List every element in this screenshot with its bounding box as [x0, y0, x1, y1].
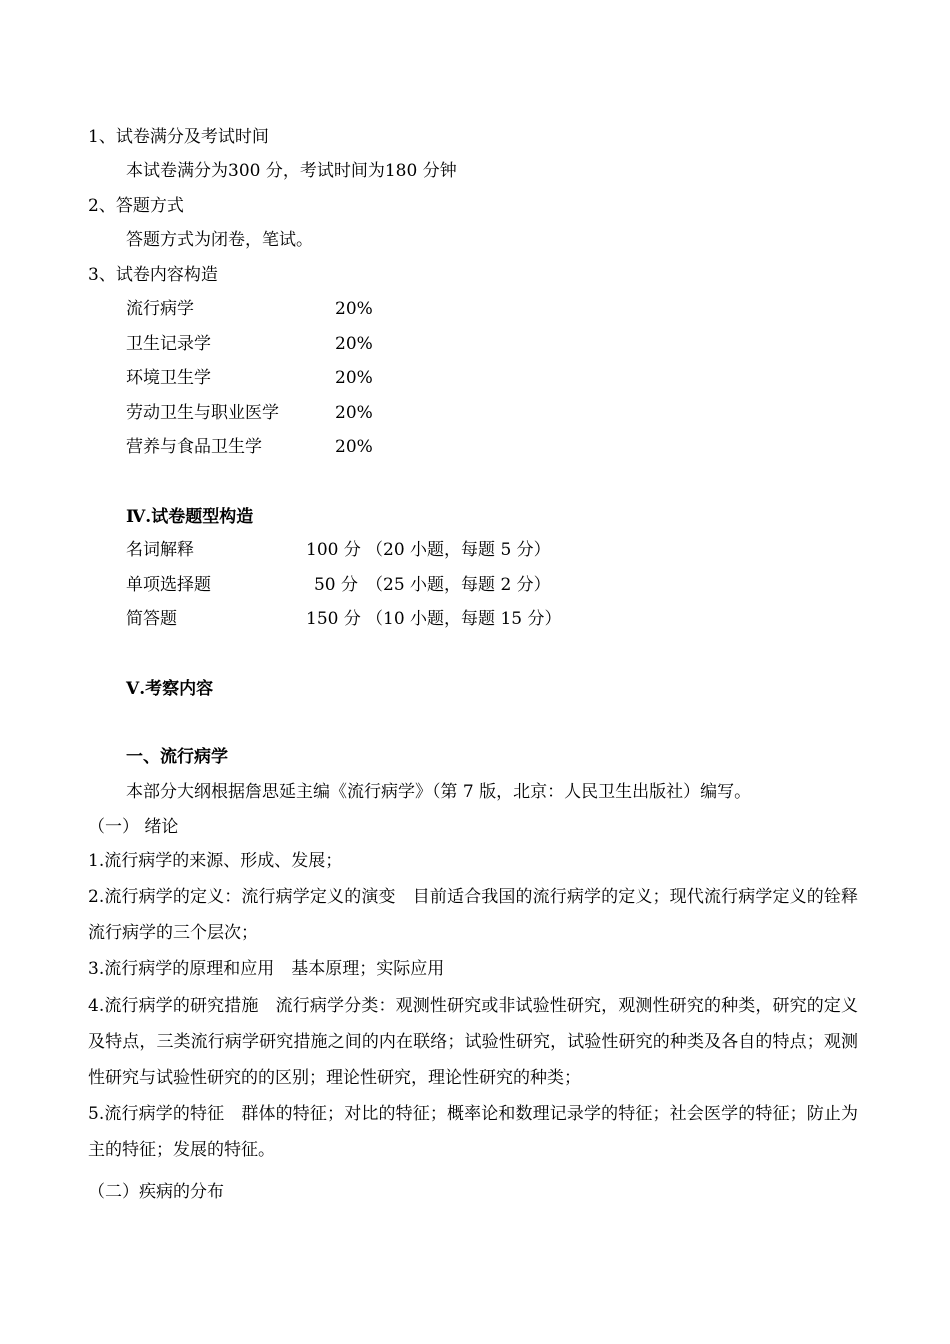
- section4-heading: Ⅳ.试卷题型构造: [126, 507, 254, 527]
- sub1-heading: （一） 绪论: [88, 817, 179, 837]
- section2-text: 答题方式为闭卷，笔试。: [126, 230, 313, 250]
- content-item-name: 环境卫生学: [126, 368, 211, 388]
- sub2-heading: （二）疾病的分布: [88, 1182, 224, 1202]
- section1-text: 本试卷满分为300 分，考试时间为180 分钟: [126, 161, 457, 181]
- question-detail: （20 小题，每题 5 分）: [366, 540, 551, 560]
- content-item-pct: 20%: [335, 334, 373, 354]
- point-3: 3.流行病学的原理和应用 基本原理；实际应用: [88, 959, 445, 979]
- point-5: 5.流行病学的特征 群体的特征；对比的特征；概率论和数理记录学的特征；社会医学的特征；防止为主的特征；发展的特征。: [88, 1104, 858, 1160]
- question-score: 150 分: [306, 609, 361, 629]
- content-item-pct: 20%: [335, 368, 373, 388]
- content-item-name: 流行病学: [126, 299, 194, 319]
- question-detail: （10 小题，每题 15 分）: [366, 609, 562, 629]
- content-item-pct: 20%: [335, 299, 373, 319]
- content-item-pct: 20%: [335, 403, 373, 423]
- question-detail: （25 小题，每题 2 分）: [366, 575, 551, 595]
- content-item-pct: 20%: [335, 437, 373, 457]
- part1-intro: 本部分大纲根据詹思延主编《流行病学》（第 7 版，北京：人民卫生出版社）编写。: [126, 782, 752, 802]
- section2-heading: 2、答题方式: [88, 196, 184, 216]
- content-item-name: 劳动卫生与职业医学: [126, 403, 279, 423]
- question-type: 名词解释: [126, 540, 194, 560]
- content-item-name: 卫生记录学: [126, 334, 211, 354]
- question-score: 50 分: [313, 575, 358, 595]
- section1-heading: 1、试卷满分及考试时间: [88, 127, 269, 147]
- point-2: 2.流行病学的定义：流行病学定义的演变 目前适合我国的流行病学的定义；现代流行病学定义的铨释 流行病学的三个层次；: [88, 887, 875, 943]
- part1-heading: 一、流行病学: [126, 747, 228, 767]
- question-type: 简答题: [126, 609, 177, 629]
- section5-heading: Ⅴ.考察内容: [126, 679, 214, 699]
- question-type: 单项选择题: [126, 575, 211, 595]
- question-score: 100 分: [306, 540, 361, 560]
- section3-heading: 3、试卷内容构造: [88, 265, 218, 285]
- point-1: 1.流行病学的来源、形成、发展；: [88, 851, 343, 871]
- point-4: 4.流行病学的研究措施 流行病学分类：观测性研究或非试验性研究，观测性研究的种类，研究的定义及特点，三类流行病学研究措施之间的内在联络；试验性研究，试验性研究的种类及各自的特点；观测性研究与试验性研究的的区别；理论性研究，理论性研究的种类；: [88, 996, 858, 1088]
- content-item-name: 营养与食品卫生学: [126, 437, 262, 457]
